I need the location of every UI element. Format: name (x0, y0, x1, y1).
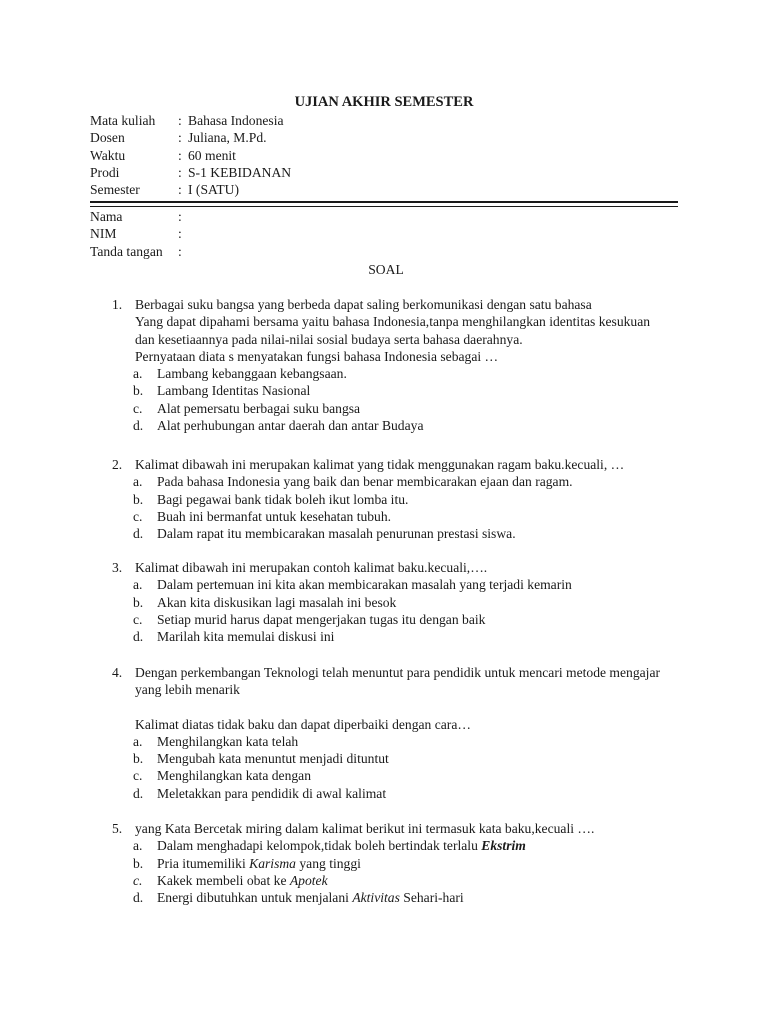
answer-options (112, 837, 682, 906)
header-row-course (90, 112, 291, 129)
question-number: 1. (112, 297, 123, 312)
header-value: 60 menit (188, 147, 236, 163)
answer-option[interactable] (112, 837, 682, 854)
option-letter: a. (133, 577, 143, 593)
identity-row-name (90, 208, 188, 225)
option-letter: d. (133, 629, 144, 645)
answer-option[interactable] (112, 889, 682, 906)
option-letter: d. (133, 418, 144, 434)
question-text: Kalimat dibawah ini merupakan contoh kalimat baku.kecuali,…. (135, 560, 488, 575)
answer-option[interactable] (112, 473, 682, 490)
option-letter: c. (133, 400, 143, 416)
option-text-plain: Pria itumemiliki (157, 855, 250, 871)
option-letter: b. (133, 751, 144, 767)
option-letter: d. (133, 890, 144, 906)
header-divider-thin (90, 206, 678, 207)
option-letter: c. (133, 508, 143, 524)
option-text: Marilah kita memulai diskusi ini (157, 629, 335, 645)
header-value: Juliana, M.Pd. (188, 130, 267, 146)
answer-options (112, 473, 682, 542)
answer-options (112, 733, 682, 802)
answer-option[interactable] (112, 417, 682, 434)
option-letter: b. (133, 491, 144, 507)
option-letter: d. (133, 526, 144, 542)
question-text: Yang dapat dipahami bersama yaitu bahasa Indonesia,tanpa menghilangkan identitas kesukuan (135, 314, 651, 330)
option-letter-italic: c. (133, 872, 143, 888)
answer-option[interactable] (112, 872, 682, 889)
identity-colon: : (178, 226, 182, 242)
option-text: Alat pemersatu berbagai suku bangsa (157, 400, 361, 416)
option-emphasis-word: Apotek (289, 872, 328, 888)
identity-label: Tanda tangan (90, 243, 163, 259)
identity-label: NIM (90, 226, 117, 242)
question-1 (112, 296, 682, 434)
option-letter: a. (133, 474, 143, 490)
header-row-lecturer (90, 129, 291, 146)
exam-title: UJIAN AKHIR SEMESTER (294, 94, 474, 110)
option-text-after: Sehari-hari (399, 890, 464, 906)
header-row-time (90, 147, 291, 164)
header-label: Mata kuliah (90, 113, 156, 128)
option-text: Alat perhubungan antar daerah dan antar Budaya (157, 418, 424, 434)
option-text-plain: Energi dibutuhkan untuk menjalani (157, 890, 353, 906)
option-text: Buah ini bermanfat untuk kesehatan tubuh. (157, 508, 392, 524)
exam-header-info (90, 112, 291, 198)
option-text: Mengubah kata menuntut menjadi dituntut (157, 751, 389, 767)
identity-row-signature (90, 243, 188, 260)
option-text-after: yang tinggi (295, 855, 361, 871)
option-letter (112, 872, 156, 889)
header-colon: : (178, 182, 182, 198)
option-letter: c. (133, 768, 143, 784)
answer-option[interactable] (112, 733, 682, 750)
question-text: Dengan perkembangan Teknologi telah menuntut para pendidik untuk mencari metode mengajar (135, 665, 661, 680)
identity-colon: : (178, 243, 182, 259)
section-title: SOAL (368, 262, 404, 277)
question-4 (112, 664, 682, 802)
answer-option[interactable] (112, 628, 682, 645)
header-divider-thick (90, 201, 678, 203)
answer-option[interactable] (112, 576, 682, 593)
question-line (112, 456, 682, 473)
option-letter: a. (133, 366, 143, 382)
option-text: Menghilangkan kata telah (157, 733, 299, 749)
question-text: dan kesetiaannya pada nilai-nilai sosial budaya serta bahasa daerahnya. (135, 331, 523, 347)
question-text: Kalimat dibawah ini merupakan kalimat yang tidak menggunakan ragam baku.kecuali, … (135, 457, 625, 472)
question-3 (112, 559, 682, 645)
answer-option[interactable] (112, 750, 682, 767)
option-text-plain: Kakek membeli obat ke (157, 872, 290, 888)
option-letter: c. (133, 611, 143, 627)
question-number: 3. (112, 560, 123, 575)
option-text: Dalam pertemuan ini kita akan membicarakan masalah yang terjadi kemarin (157, 577, 572, 593)
answer-options (112, 576, 682, 645)
identity-row-nim (90, 225, 188, 242)
option-text: Bagi pegawai bank tidak boleh ikut lomba itu. (157, 491, 409, 507)
header-value: I (SATU) (188, 182, 239, 198)
question-number: 2. (112, 457, 123, 472)
header-colon: : (178, 147, 182, 163)
question-line (112, 664, 682, 681)
answer-option[interactable] (112, 594, 682, 611)
option-text: Meletakkan para pendidik di awal kalimat (157, 785, 387, 801)
option-emphasis-word: Aktivitas (352, 890, 400, 906)
question-text: yang lebih menarik (135, 682, 240, 698)
blank-line (112, 699, 682, 716)
question-number: 4. (112, 665, 123, 680)
header-label: Dosen (90, 130, 125, 146)
student-identity (90, 208, 188, 260)
answer-option[interactable] (112, 508, 682, 525)
question-line (112, 296, 682, 313)
header-label: Prodi (90, 164, 120, 180)
header-colon: : (178, 130, 182, 146)
question-text: Pernyataan diata s menyatakan fungsi bahasa Indonesia sebagai … (135, 348, 499, 364)
header-value: Bahasa Indonesia (188, 113, 284, 128)
question-5 (112, 820, 682, 906)
option-text-plain: Dalam menghadapi kelompok,tidak boleh bertindak terlalu (157, 838, 482, 854)
answer-option[interactable] (112, 400, 682, 417)
option-text: Lambang kebanggaan kebangsaan. (157, 366, 347, 382)
option-letter: b. (133, 594, 144, 610)
option-letter: b. (133, 383, 144, 399)
answer-option[interactable] (112, 365, 682, 382)
answer-option[interactable] (112, 491, 682, 508)
question-number: 5. (112, 821, 123, 836)
header-label: Waktu (90, 147, 126, 163)
option-letter: b. (133, 855, 144, 871)
option-text: Setiap murid harus dapat mengerjakan tugas itu dengan baik (157, 611, 486, 627)
question-prompt: Kalimat diatas tidak baku dan dapat diperbaiki dengan cara… (135, 716, 471, 732)
question-text: Berbagai suku bangsa yang berbeda dapat saling berkomunikasi dengan satu bahasa (135, 297, 592, 312)
header-colon: : (178, 164, 182, 180)
header-label: Semester (90, 182, 140, 198)
option-text: Dalam rapat itu membicarakan masalah penurunan prestasi siswa. (157, 526, 516, 542)
option-text: Pada bahasa Indonesia yang baik dan benar membicarakan ejaan dan ragam. (157, 474, 573, 490)
identity-colon: : (178, 209, 182, 224)
option-text (156, 837, 526, 854)
header-colon: : (178, 113, 182, 128)
option-letter: d. (133, 785, 144, 801)
option-text (156, 872, 328, 889)
answer-options (112, 365, 682, 434)
question-line (112, 559, 682, 576)
option-emphasis-word: Karisma (249, 855, 296, 871)
option-letter: a. (133, 733, 143, 749)
answer-option[interactable] (112, 785, 682, 802)
identity-label: Nama (90, 209, 123, 224)
option-text: Menghilangkan kata dengan (157, 768, 312, 784)
header-row-semester (90, 181, 291, 198)
option-text: Lambang Identitas Nasional (157, 383, 311, 399)
question-text: yang Kata Bercetak miring dalam kalimat berikut ini termasuk kata baku,kecuali …. (135, 821, 595, 836)
answer-option[interactable] (112, 767, 682, 784)
question-2 (112, 456, 682, 542)
header-value: S-1 KEBIDANAN (188, 164, 292, 180)
option-text (156, 889, 464, 906)
answer-option[interactable] (112, 382, 682, 399)
option-letter: a. (133, 838, 143, 854)
option-text: Akan kita diskusikan lagi masalah ini besok (157, 594, 397, 610)
answer-option[interactable] (112, 525, 682, 542)
question-line (112, 820, 682, 837)
option-text (156, 855, 361, 872)
answer-option[interactable] (112, 855, 682, 872)
option-emphasis-word: Ekstrim (481, 838, 526, 854)
header-row-program (90, 164, 291, 181)
answer-option[interactable] (112, 611, 682, 628)
